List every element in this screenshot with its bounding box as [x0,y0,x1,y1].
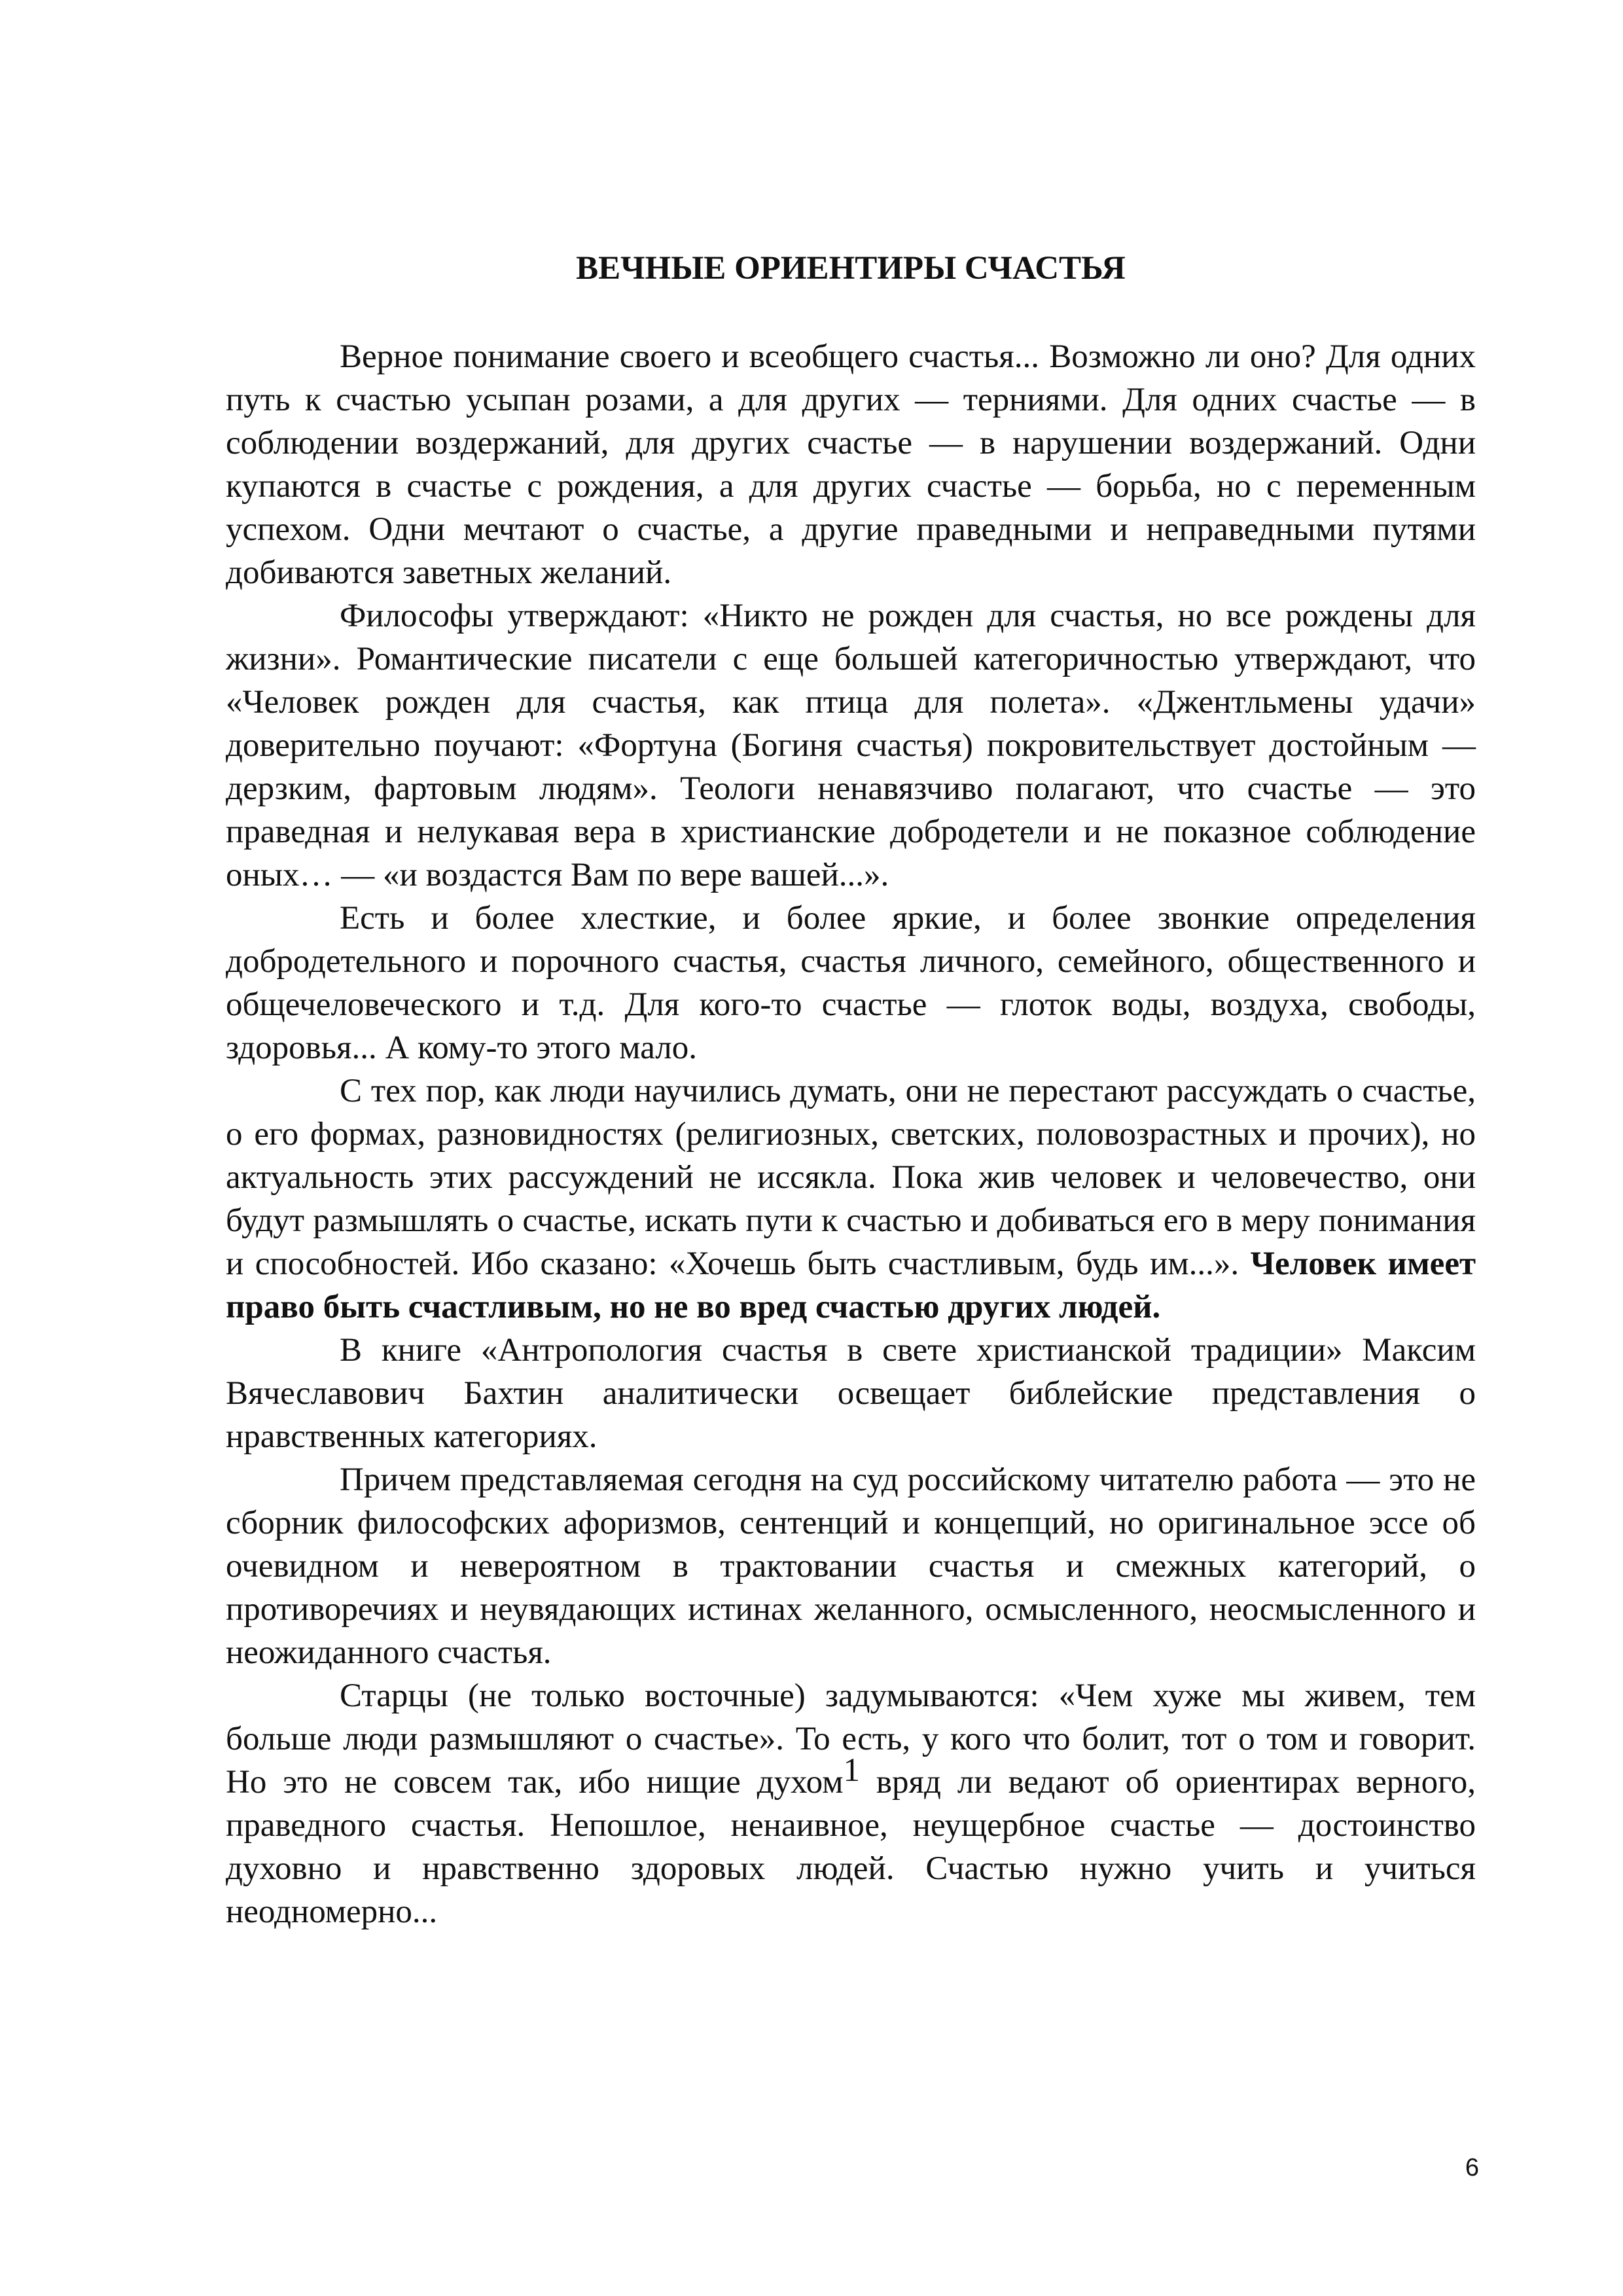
paragraph-1: Верное понимание своего и всеобщего счастья... Возможно ли оно? Для одних путь к счастью усыпан розами, а для других — терниями. Для одних счастье — в соблюдении воздержаний, для других счастье — в нарушении воздержаний. Одни купаются в счастье с рождения, а для других счастье — борьба, но с переменным успехом. Одни мечтают о счастье, а другие праведными и неправедными путями добиваются заветных желаний. [226,338,1476,591]
paragraph-7-text-after: вряд ли ведают об ориентирах верного, праведного счастья. Непошлое, ненаивное, неущербное счастье — достоинство духовно и нравственно здоровых людей. Счастью нужно учить и учиться неодномерно... [226,1764,1476,1930]
page-number: 6 [1465,2154,1479,2181]
paragraph-3: Есть и более хлесткие, и более яркие, и более звонкие определения добродетельного и порочного счастья, счастья личного, семейного, общественного и общечеловеческого и т.д. Для кого-то счастье — глоток воды, воздуха, свободы, здоровья... А кому-то этого мало. [226,900,1476,1066]
paragraph-4-bold-statement: Человек имеет право быть счастливым, но не во вред счастью других людей. [226,1246,1476,1325]
paragraph-6: Причем представляемая сегодня на суд российскому читателю работа — это не сборник философских афоризмов, сентенций и концепций, но оригинальное эссе об очевидном и невероятном в трактовании счастья и смежных категорий, о противоречиях и неувядающих истинах желанного, осмысленного, неосмысленного и неожиданного счастья. [226,1462,1476,1671]
footnote-reference[interactable]: 1 [843,1752,860,1789]
paragraph-4 [226,1069,1476,1329]
document-title: ВЕЧНЫЕ ОРИЕНТИРЫ СЧАСТЬЯ [576,250,1126,287]
paragraph-7-text-before: Старцы (не только восточные) задумываются: «Чем хуже мы живем, тем больше люди размышляют о счастье». То есть, у кого что болит, тот о том и говорит. Но это не совсем так, ибо нищие духом [226,1677,1476,1801]
paragraph-7 [226,1674,1476,1933]
paragraph-2: Философы утверждают: «Никто не рожден для счастья, но все рождены для жизни». Романтические писатели с еще большей категоричностью утверждают, что «Человек рожден для счастья, как птица для полета». «Джентльмены удачи» доверительно поучают: «Фортуна (Богиня счастья) покровительствует достойным — дерзким, фартовым людям». Теологи ненавязчиво полагают, что счастье — это праведная и нелукавая вера в христианские добродетели и не показное соблюдение оных… — «и воздастся Вам по вере вашей...». [226,598,1476,893]
document-body [226,335,1476,1933]
paragraph-5: В книге «Антропология счастья в свете христианской традиции» Максим Вячеславович Бахтин аналитически освещает библейские представления о нравственных категориях. [226,1332,1476,1455]
paragraph-4-text: С тех пор, как люди научились думать, они не перестают рассуждать о счастье, о его формах, разновидностях (религиозных, светских, половозрастных и прочих), но актуальность этих рассуждений не иссякла. Пока жив человек и человечество, они будут размышлять о счастье, искать пути к счастью и добиваться его в меру понимания и способностей. Ибо сказано: «Хочешь быть счастливым, будь им...». [226,1073,1476,1282]
